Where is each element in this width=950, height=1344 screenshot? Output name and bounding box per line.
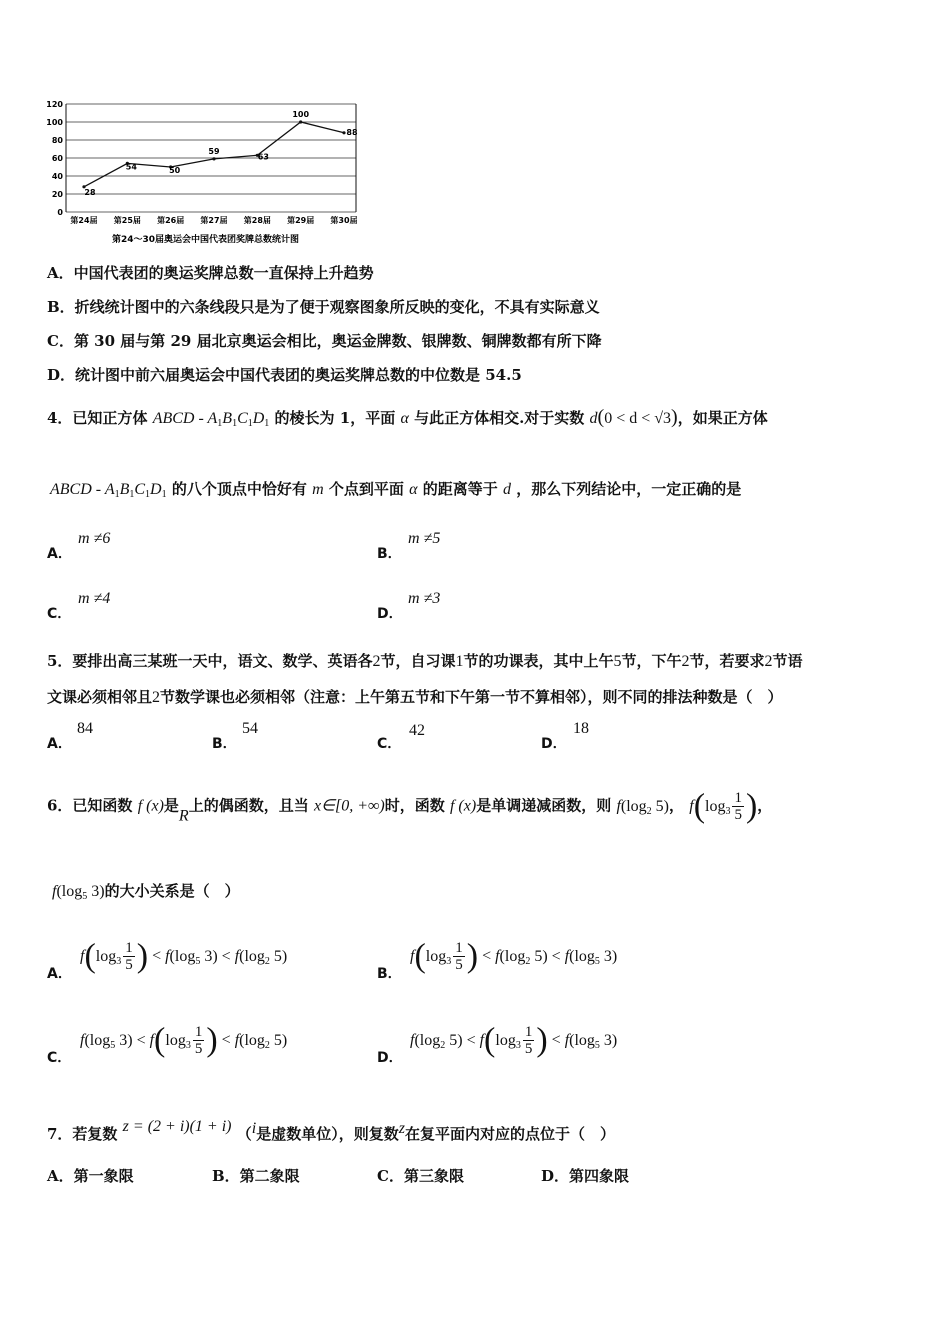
medal-line-chart [42, 98, 362, 248]
y-tick-120: 120 [46, 100, 63, 109]
x-tick-1: 第25届 [113, 216, 141, 225]
data-labels [84, 110, 358, 197]
q5-stem-line2: 文课必须相邻且2节数学课也必须相邻（注意：上午第五节和下午第一节不算相邻），则不同的排法种数是（ ） [47, 688, 783, 706]
y-tick-labels [46, 100, 63, 217]
q4-option-d-math: m ≠3 [408, 590, 441, 607]
q5-option-a-val: 84 [77, 720, 93, 737]
q7-option-a: A．第一象限 [47, 1167, 134, 1185]
chart-grid [66, 104, 356, 212]
y-tick-100: 100 [46, 118, 63, 127]
y-tick-80: 80 [51, 136, 63, 145]
q7-stem: 7．若复数 z = (2 + i)(1 + i) （i是虚数单位），则复数z在复平面内对应的点位于（ ） [47, 1118, 615, 1143]
q5-option-b-val: 54 [242, 720, 258, 737]
q6-option-c-label: C． [47, 1050, 72, 1066]
q4-option-d: D． [377, 606, 403, 622]
q5-option-a: A． [47, 736, 72, 752]
q6-option-b-math: $f(\log_3$ $\frac{1}{5}$ ) < $f(\log_2$ $5) < f(\log_5$ 3) [410, 937, 618, 975]
q4-stem-line1: 4．已知正方体 ABCD - $A_1B_1C_1D_1$ 的棱长为 1，平面 α 与此正方体相交.对于实数 d(0 < d < √3)，如果正方体 [47, 406, 768, 429]
data-point-6 [342, 131, 345, 134]
q6-option-d-math: $f(\log_2$ $5) < f(\log_3$ $\frac{1}{5}$ ) < $f(\log_5$ 3) [410, 1021, 618, 1059]
q7-option-d: D．第四象限 [541, 1167, 630, 1185]
data-label-1: 54 [125, 162, 137, 172]
q3-option-c: C．第 30 届与第 29 届北京奥运会相比，奥运金牌数、银牌数、铜牌数都有所下降 [47, 332, 602, 350]
q4-option-b-math: m ≠5 [408, 530, 441, 547]
y-tick-60: 60 [51, 154, 63, 163]
q6-stem-line1: 6．已知函数 f (x)是R上的偶函数，且当 x∈[0, +∞)时，函数 f (x)是单调递减函数，则 $f(\log_2$ 5)， $f(\log_3$ $\frac{1}{5}$ )， [47, 787, 773, 825]
x-tick-6: 第30届 [330, 216, 358, 225]
x-tick-2: 第26届 [157, 216, 185, 225]
x-tick-0: 第24届 [70, 216, 98, 225]
q6-option-b-label: B． [377, 966, 402, 982]
y-tick-40: 40 [51, 172, 63, 181]
x-tick-3: 第27届 [200, 216, 228, 225]
q3-option-d: D．统计图中前六届奥运会中国代表团的奥运奖牌总数的中位数是 54.5 [47, 366, 522, 384]
q3-option-b: B．折线统计图中的六条线段只是为了便于观察图象所反映的变化，不具有实际意义 [47, 298, 600, 316]
q4-option-a: A． [47, 546, 72, 562]
q5-option-d-val: 18 [573, 720, 589, 737]
q4-stem-line2: ABCD - $A_1B_1C_1D_1$ 的八个顶点中恰好有 m 个点到平面 α 的距离等于 d ，那么下列结论中，一定正确的是 [50, 480, 742, 500]
q5-option-c-val: 42 [409, 722, 425, 739]
q4-option-c-math: m ≠4 [78, 590, 111, 607]
q6-option-d-label: D． [377, 1050, 403, 1066]
q7-option-b: B．第二象限 [212, 1167, 300, 1185]
data-point-3 [212, 157, 215, 160]
data-label-5: 100 [292, 110, 310, 119]
y-tick-0: 0 [57, 208, 63, 217]
q4-option-c: C． [47, 606, 72, 622]
q5-option-c: C． [377, 736, 402, 752]
q3-option-a: A．中国代表团的奥运奖牌总数一直保持上升趋势 [47, 264, 374, 282]
data-label-4: 63 [257, 152, 269, 162]
data-label-3: 59 [208, 146, 220, 156]
x-tick-labels [70, 215, 357, 225]
data-label-2: 50 [169, 166, 181, 175]
q5-option-d: D． [541, 736, 567, 752]
q6-option-a-label: A． [47, 966, 72, 982]
data-label-6: 88 [346, 127, 358, 137]
q4-option-a-math: m ≠6 [78, 530, 111, 547]
q7-option-c: C．第三象限 [377, 1167, 464, 1185]
q6-option-a-math: $f(\log_3$ $\frac{1}{5}$ ) < $f(\log_5$ $3) < f(\log_2$ 5) [80, 937, 288, 975]
q5-option-b: B． [212, 736, 237, 752]
q6-stem-line2: $f(\log_5$ 3)的大小关系是（ ） [52, 882, 240, 902]
q5-stem-line1: 5．要排出高三某班一天中，语文、数学、英语各2节，自习课1节的功课表，其中上午5节，下午2节，若要求2节语 [47, 652, 803, 670]
data-label-0: 28 [84, 187, 96, 197]
x-tick-5: 第29届 [287, 216, 315, 225]
data-point-5 [299, 120, 302, 123]
x-tick-4: 第28届 [243, 216, 271, 225]
y-tick-20: 20 [51, 190, 63, 199]
chart-caption: 第24～30届奥运会中国代表团奖牌总数统计图 [112, 235, 300, 245]
q6-option-c-math: $f(\log_5$ $3) < f(\log_3$ $\frac{1}{5}$ ) < $f(\log_2$ 5) [80, 1021, 288, 1059]
q4-option-b: B． [377, 546, 402, 562]
